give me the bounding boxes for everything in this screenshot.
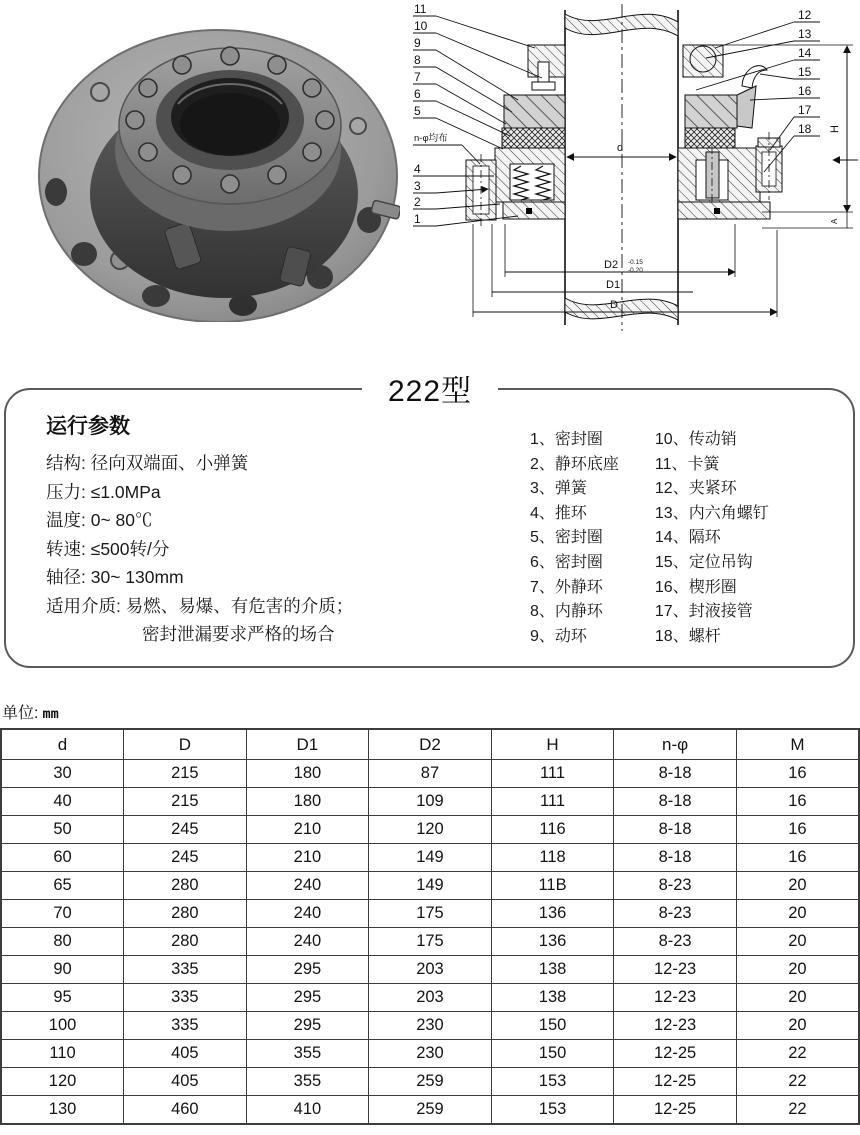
spec-table-cell: 22 (736, 1040, 859, 1068)
right-seal-assembly (678, 45, 782, 219)
spec-table-cell: 22 (736, 1068, 859, 1096)
callout-number: 15 (798, 65, 812, 79)
spec-table-row (1, 1096, 859, 1125)
spec-table-cell: 215 (124, 788, 247, 816)
spec-table-cell: 30 (1, 760, 124, 788)
spec-table-header-cell: D (124, 729, 247, 760)
seal-photo-shapes (39, 30, 400, 322)
spec-table-cell: 335 (124, 1012, 247, 1040)
spec-table-cell: 295 (246, 1012, 369, 1040)
spec-table-cell: 16 (736, 816, 859, 844)
spec-table-cell: 240 (246, 900, 369, 928)
spec-table-cell: 295 (246, 956, 369, 984)
spec-table-cell: 16 (736, 788, 859, 816)
spec-table-cell: 116 (491, 816, 614, 844)
spec-table-cell: 149 (369, 844, 492, 872)
spec-table-row (1, 788, 859, 816)
callout-number: 4 (414, 162, 421, 176)
spec-table-cell: 240 (246, 872, 369, 900)
spec-table-cell: 20 (736, 928, 859, 956)
part-item: 4、推环 (530, 504, 587, 522)
section-diagram (400, 0, 860, 335)
spec-table-cell: 50 (1, 816, 124, 844)
spec-table-cell: 87 (369, 760, 492, 788)
spec-table-cell: 70 (1, 900, 124, 928)
spec-table-cell: 20 (736, 956, 859, 984)
spec-table-cell: 8-18 (614, 844, 737, 872)
spec-table-header-cell: n-φ (614, 729, 737, 760)
callout-number: 18 (798, 122, 812, 136)
part-item: 5、密封圈 (530, 529, 603, 547)
spec-table-header-cell: M (736, 729, 859, 760)
spec-table-cell: 180 (246, 760, 369, 788)
spec-table-cell: 16 (736, 844, 859, 872)
spec-table-cell: 335 (124, 984, 247, 1012)
callout-number: 3 (414, 179, 421, 193)
spec-table-cell: 240 (246, 928, 369, 956)
spec-table-cell: 153 (491, 1096, 614, 1125)
spec-table-cell: 215 (124, 760, 247, 788)
dim-a-label: A (830, 218, 839, 224)
spec-table-cell: 8-18 (614, 816, 737, 844)
spec-table-cell: 20 (736, 984, 859, 1012)
spec-table-cell: 8-23 (614, 872, 737, 900)
spec-table-row (1, 1068, 859, 1096)
part-item: 1、密封圈 (530, 431, 603, 448)
param-line: 适用介质: 易燃、易爆、有危害的介质； (46, 595, 354, 616)
param-line: 压力: ≤1.0MPa (46, 481, 161, 502)
spec-table-cell: 20 (736, 872, 859, 900)
spec-table-cell: 280 (124, 900, 247, 928)
spec-table-cell: 12-25 (614, 1096, 737, 1125)
params-lines (46, 449, 353, 649)
spec-table-cell: 203 (369, 956, 492, 984)
spec-table-row (1, 900, 859, 928)
spec-table-header-cell: H (491, 729, 614, 760)
spec-table-cell: 11B (491, 872, 614, 900)
spec-table-cell: 150 (491, 1012, 614, 1040)
callout-number: 13 (798, 27, 812, 41)
spec-table-cell: 60 (1, 844, 124, 872)
spec-table-cell: 20 (736, 900, 859, 928)
callout-number: 17 (798, 103, 812, 117)
part-item: 9、动环 (530, 627, 587, 645)
bolt-pattern-label: n-φ均布 (414, 133, 448, 144)
parts-column-left (530, 428, 619, 649)
spec-table-cell: 280 (124, 872, 247, 900)
part-item: 12、夹紧环 (654, 480, 737, 498)
spec-table-cell: 12-23 (614, 1012, 737, 1040)
callout-number: 5 (414, 104, 421, 118)
spec-table-cell: 80 (1, 928, 124, 956)
spec-table-row (1, 1012, 859, 1040)
spec-table-cell: 111 (491, 788, 614, 816)
param-line: 转速: ≤500转/分 (46, 538, 170, 559)
spec-table-header-cell: d (1, 729, 124, 760)
part-item: 3、弹簧 (530, 480, 587, 498)
product-photo-image (28, 4, 400, 322)
spec-table-cell: 460 (124, 1096, 247, 1125)
callout-number: 7 (414, 70, 421, 84)
spec-table-cell: 149 (369, 872, 492, 900)
spec-table-cell: 110 (1, 1040, 124, 1068)
spec-table (0, 728, 860, 1125)
spec-table-row (1, 760, 859, 788)
spec-table-row (1, 872, 859, 900)
dim-d2-label: D2 (604, 259, 619, 271)
param-line: 轴径: 30~ 130mm (46, 567, 184, 587)
spec-table-row (1, 956, 859, 984)
spec-table-cell: 180 (246, 788, 369, 816)
product-photo (28, 4, 400, 322)
part-item: 18、螺杆 (654, 627, 721, 645)
spec-table-cell: 90 (1, 956, 124, 984)
spec-table-row (1, 816, 859, 844)
part-item: 8、内静环 (530, 603, 603, 621)
spec-table-cell: 150 (491, 1040, 614, 1068)
spec-table-cell: 138 (491, 984, 614, 1012)
spec-table-cell: 8-18 (614, 788, 737, 816)
part-item: 6、密封圈 (530, 553, 603, 571)
dim-d2-tol-upper: -0.15 (628, 259, 643, 266)
shaft (565, 4, 678, 331)
callout-number: 8 (414, 53, 421, 67)
spec-table-cell: 230 (369, 1040, 492, 1068)
spec-table-cell: 405 (124, 1068, 247, 1096)
spec-table-cell: 22 (736, 1096, 859, 1125)
callout-number: 10 (414, 19, 428, 33)
dim-d2-tol-lower: -0.20 (628, 267, 643, 274)
part-item: 10、传动销 (654, 431, 737, 448)
spec-table-row (1, 984, 859, 1012)
part-item: 16、楔形圈 (654, 578, 737, 596)
spec-table-cell: 230 (369, 1012, 492, 1040)
operating-parameters (46, 410, 353, 649)
part-item: 11、卡簧 (654, 455, 720, 473)
spec-table-cell: 259 (369, 1068, 492, 1096)
spec-table-header-cell: D1 (246, 729, 369, 760)
spec-table-cell: 153 (491, 1068, 614, 1096)
spec-table-cell: 175 (369, 928, 492, 956)
spec-table-cell: 95 (1, 984, 124, 1012)
spec-table-cell: 8-23 (614, 900, 737, 928)
model-title: 222型 (362, 366, 498, 410)
spec-table-body (1, 760, 859, 1125)
model-title-row (0, 366, 860, 410)
callout-number: 12 (798, 8, 812, 22)
spec-table-cell: 259 (369, 1096, 492, 1125)
info-box (4, 388, 855, 668)
spec-table-head (1, 729, 859, 760)
spec-table-head-row (1, 729, 859, 760)
part-item: 13、内六角螺钉 (654, 504, 769, 522)
spec-table-cell: 40 (1, 788, 124, 816)
part-item: 14、隔环 (654, 529, 721, 547)
spec-table-cell: 136 (491, 900, 614, 928)
callout-number: 2 (414, 195, 421, 209)
spec-table-cell: 12-23 (614, 956, 737, 984)
spec-table-cell: 280 (124, 928, 247, 956)
spec-table-cell: 120 (1, 1068, 124, 1096)
spec-table-row (1, 844, 859, 872)
unit-label: 单位: (2, 705, 39, 722)
callout-number: 9 (414, 36, 421, 50)
parts-list (530, 428, 769, 649)
spec-table-cell: 355 (246, 1040, 369, 1068)
spec-table-cell: 111 (491, 760, 614, 788)
spec-table-header-cell: D2 (369, 729, 492, 760)
spec-table-cell: 12-23 (614, 984, 737, 1012)
part-item: 15、定位吊钩 (654, 553, 753, 571)
spec-table-row (1, 1040, 859, 1068)
callout-number: 16 (798, 84, 812, 98)
dim-d-label: d (617, 142, 624, 154)
spec-table-cell: 405 (124, 1040, 247, 1068)
spec-table-cell: 335 (124, 956, 247, 984)
spec-table-cell: 210 (246, 816, 369, 844)
spec-table-cell: 295 (246, 984, 369, 1012)
spec-table-cell: 8-23 (614, 928, 737, 956)
spec-table-cell: 130 (1, 1096, 124, 1125)
param-line: 结构: 径向双端面、小弹簧 (46, 453, 249, 473)
left-seal-assembly (466, 45, 565, 226)
spec-table-cell: 16 (736, 760, 859, 788)
spec-table-cell: 175 (369, 900, 492, 928)
parts-column-right (655, 428, 769, 649)
param-line: 温度: 0~ 80℃ (46, 510, 153, 530)
spec-table-cell: 210 (246, 844, 369, 872)
unit-value: mm (42, 706, 59, 722)
callout-number: 6 (414, 87, 421, 101)
spec-table-cell: 138 (491, 956, 614, 984)
spec-table-cell: 203 (369, 984, 492, 1012)
spec-table-cell: 65 (1, 872, 124, 900)
dim-d1-label: D1 (606, 279, 621, 291)
section-diagram-image (400, 0, 860, 335)
param-line: 密封泄漏要求严格的场合 (142, 624, 335, 644)
callout-number: 1 (414, 212, 421, 226)
spec-table-row (1, 928, 859, 956)
dim-D-label: D (610, 299, 618, 311)
spec-table-cell: 20 (736, 1012, 859, 1040)
spec-table-cell: 245 (124, 844, 247, 872)
dim-h-label: H (829, 125, 841, 133)
part-item: 17、封液接管 (654, 603, 753, 621)
spec-table-cell: 12-25 (614, 1040, 737, 1068)
spec-table-cell: 355 (246, 1068, 369, 1096)
callout-number: 14 (798, 46, 812, 60)
spec-table-cell: 12-25 (614, 1068, 737, 1096)
spec-table-cell: 245 (124, 816, 247, 844)
unit-row (2, 700, 59, 723)
spec-table-cell: 8-18 (614, 760, 737, 788)
spec-table-cell: 100 (1, 1012, 124, 1040)
spec-table-cell: 120 (369, 816, 492, 844)
params-heading: 运行参数 (46, 415, 130, 438)
spec-table-cell: 118 (491, 844, 614, 872)
spec-table-cell: 410 (246, 1096, 369, 1125)
callout-number: 11 (414, 2, 427, 16)
part-item: 2、静环底座 (530, 455, 619, 473)
spec-table-cell: 136 (491, 928, 614, 956)
part-item: 7、外静环 (530, 578, 603, 596)
spec-table-cell: 109 (369, 788, 492, 816)
